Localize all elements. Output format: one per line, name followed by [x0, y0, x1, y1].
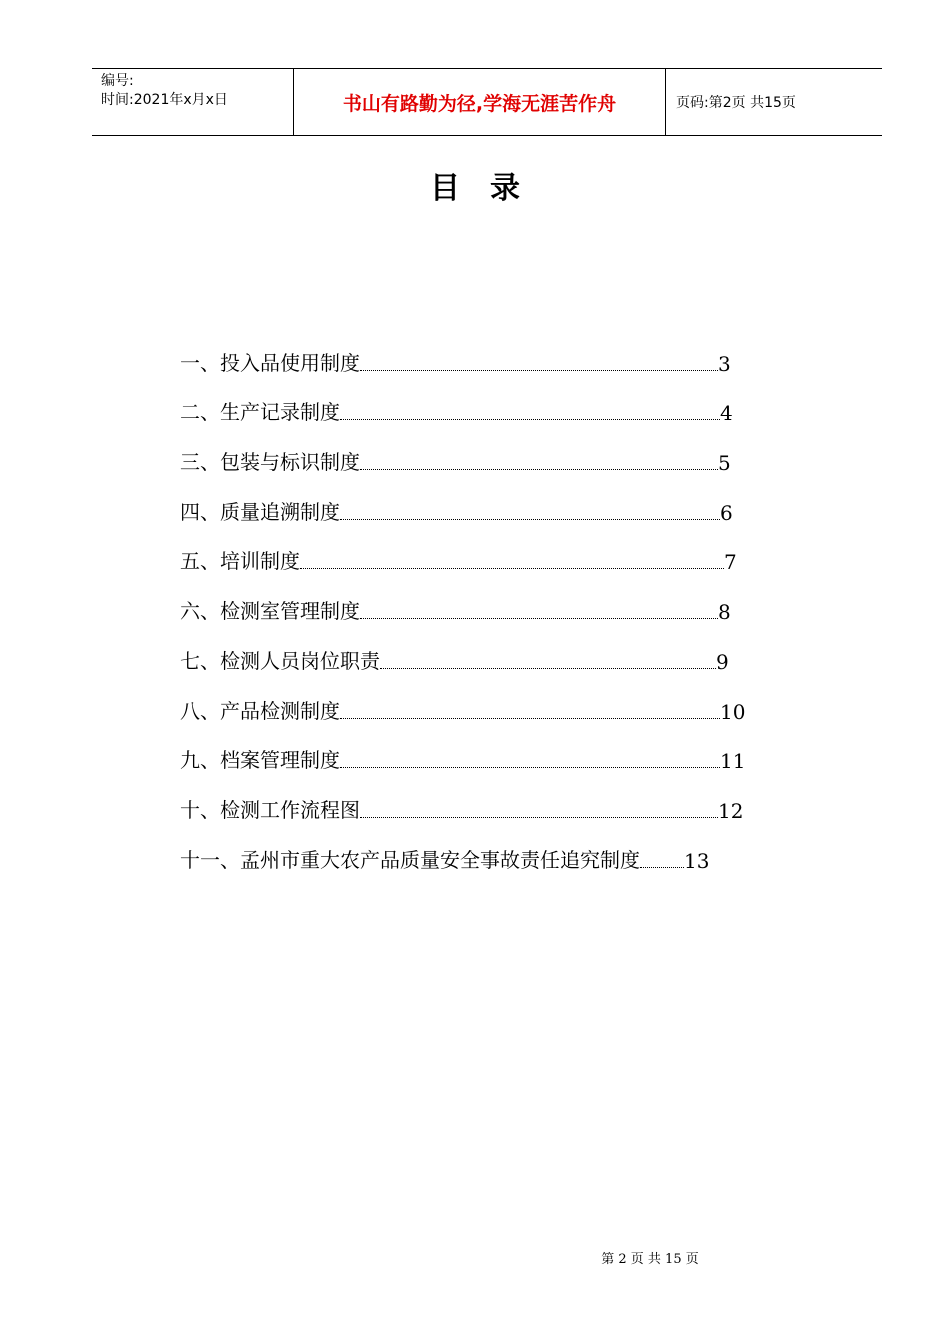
toc-entry-label: 四、质量追溯制度 [180, 499, 340, 524]
toc-entry-label: 六、检测室管理制度 [180, 599, 360, 624]
header-left-cell [92, 69, 293, 135]
toc-entry[interactable] [180, 525, 760, 575]
number-label: 编号: [101, 73, 134, 89]
toc-dot-leader [380, 667, 716, 669]
toc-entry-label: 二、生产记录制度 [180, 400, 340, 425]
toc-dot-leader [360, 816, 718, 818]
toc-entry[interactable] [180, 724, 760, 774]
toc-dot-leader [640, 866, 684, 868]
toc-entry-page: 3 [718, 351, 731, 376]
toc-entry-label: 十、检测工作流程图 [180, 797, 360, 822]
toc-entry[interactable] [180, 425, 760, 475]
toc-entry[interactable] [180, 674, 760, 724]
toc-entry[interactable] [180, 376, 760, 426]
toc-dot-leader [340, 418, 720, 420]
toc-entry-label: 七、检测人员岗位职责 [180, 648, 380, 673]
toc-entry[interactable] [180, 773, 760, 823]
toc-entry-label: 九、档案管理制度 [180, 748, 340, 773]
toc-entry-page: 5 [718, 451, 731, 476]
toc-entry-label: 八、产品检测制度 [180, 698, 340, 723]
toc-entry-page: 7 [724, 550, 737, 575]
toc-dot-leader [300, 567, 724, 569]
toc-entry-page: 12 [718, 798, 744, 823]
table-of-contents [180, 326, 760, 873]
toc-entry-page: 10 [720, 699, 746, 724]
toc-entry[interactable] [180, 823, 760, 873]
toc-entry-page: 4 [720, 401, 733, 426]
toc-dot-leader [340, 766, 720, 768]
time-label: 时间:2021年x月x日 [101, 92, 228, 108]
toc-entry[interactable] [180, 326, 760, 376]
toc-entry-page: 13 [684, 848, 710, 873]
toc-entry-page: 6 [720, 500, 733, 525]
toc-dot-leader [340, 518, 720, 520]
toc-entry-label: 十一、孟州市重大农产品质量安全事故责任追究制度 [180, 847, 640, 872]
header-motto: 书山有路勤为径,学海无涯苦作舟 [293, 69, 666, 135]
toc-dot-leader [360, 369, 718, 371]
page-header [92, 68, 882, 136]
toc-dot-leader [340, 717, 720, 719]
toc-entry-label: 五、培训制度 [180, 549, 300, 574]
toc-entry-page: 8 [718, 600, 731, 625]
toc-entry-page: 9 [716, 649, 729, 674]
toc-dot-leader [360, 617, 718, 619]
toc-title: 目录 [430, 171, 550, 206]
toc-dot-leader [360, 468, 718, 470]
toc-entry[interactable] [180, 475, 760, 525]
toc-entry-label: 一、投入品使用制度 [180, 350, 360, 375]
toc-entry[interactable] [180, 574, 760, 624]
page-footer: 第 2 页 共 15 页 [601, 1252, 699, 1267]
toc-entry[interactable] [180, 624, 760, 674]
toc-entry-page: 11 [720, 749, 746, 774]
header-page-label: 页码:第2页 共15页 [676, 95, 796, 111]
toc-entry-label: 三、包装与标识制度 [180, 450, 360, 475]
